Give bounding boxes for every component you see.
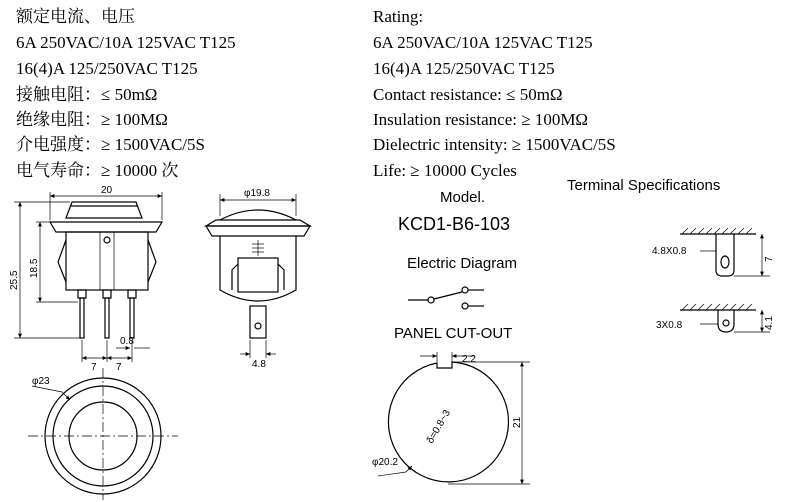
dim-pin-thickness: 0.8 bbox=[120, 336, 134, 347]
spec-en-line-4: Contact resistance: ≤ 50mΩ bbox=[373, 85, 563, 104]
spec-cn-line-1: 额定电流、电压 bbox=[16, 7, 135, 26]
dim-body-height: 18.5 bbox=[29, 258, 40, 278]
terminal-spec-2-drawing bbox=[680, 304, 770, 332]
dim-pin-pitch-right: 7 bbox=[116, 362, 122, 373]
spec-en-line-2: 6A 250VAC/10A 125VAC T125 bbox=[373, 33, 593, 52]
specs-english bbox=[373, 7, 616, 180]
electric-diagram-heading: Electric Diagram bbox=[407, 255, 518, 272]
dim-terminal-width: 4.8 bbox=[252, 359, 266, 370]
terminal2-height: 4.1 bbox=[764, 316, 775, 330]
spec-en-line-3: 16(4)A 125/250VAC T125 bbox=[373, 59, 555, 78]
dim-cutout-thickness: δ=0.8~3 bbox=[425, 408, 453, 446]
dim-cutout-notch: 2.2 bbox=[462, 354, 476, 365]
spec-cn-line-6: 介电强度：≥ 1500VAC/5S bbox=[16, 135, 205, 154]
bottom-view-drawing bbox=[28, 368, 178, 500]
spec-cn-line-3: 16(4)A 125/250VAC T125 bbox=[16, 59, 198, 78]
dim-side-height: 25.5 bbox=[9, 270, 20, 290]
dim-pin-pitch-left: 7 bbox=[91, 362, 97, 373]
terminal2-size: 3X0.8 bbox=[656, 320, 683, 331]
spec-cn-line-2: 6A 250VAC/10A 125VAC T125 bbox=[16, 33, 236, 52]
spec-en-line-7: Life: ≥ 10000 Cycles bbox=[373, 161, 517, 180]
spec-en-line-5: Insulation resistance: ≥ 100MΩ bbox=[373, 110, 589, 129]
model-code: KCD1-B6-103 bbox=[398, 214, 511, 234]
terminal-spec-1-drawing bbox=[680, 228, 770, 276]
front-view-drawing bbox=[206, 194, 310, 358]
spec-cn-line-5: 绝缘电阻：≥ 100MΩ bbox=[16, 110, 168, 129]
spec-en-line-1: Rating: bbox=[373, 7, 424, 26]
dim-cutout-diameter: φ20.2 bbox=[372, 457, 398, 468]
terminal1-size: 4.8X0.8 bbox=[652, 246, 687, 257]
spec-cn-line-4: 接触电阻：≤ 50mΩ bbox=[16, 85, 158, 104]
model-heading: Model. bbox=[440, 189, 486, 206]
terminal1-height: 7 bbox=[764, 256, 775, 262]
spec-cn-line-7: 电气寿命：≥ 10000 次 bbox=[16, 161, 179, 180]
electric-diagram-symbol bbox=[408, 287, 484, 309]
specs-chinese bbox=[16, 7, 236, 180]
panel-cutout-heading: PANEL CUT-OUT bbox=[394, 325, 513, 342]
dim-bottom-diameter: φ23 bbox=[32, 376, 50, 387]
dim-cutout-height: 21 bbox=[512, 416, 523, 428]
dim-front-diameter: φ19.8 bbox=[244, 188, 270, 199]
dim-side-width: 20 bbox=[101, 185, 113, 196]
spec-en-line-6: Dielectric intensity: ≥ 1500VAC/5S bbox=[373, 135, 616, 154]
panel-cutout-drawing bbox=[378, 352, 530, 484]
terminal-specs-heading: Terminal Specifications bbox=[567, 177, 721, 194]
